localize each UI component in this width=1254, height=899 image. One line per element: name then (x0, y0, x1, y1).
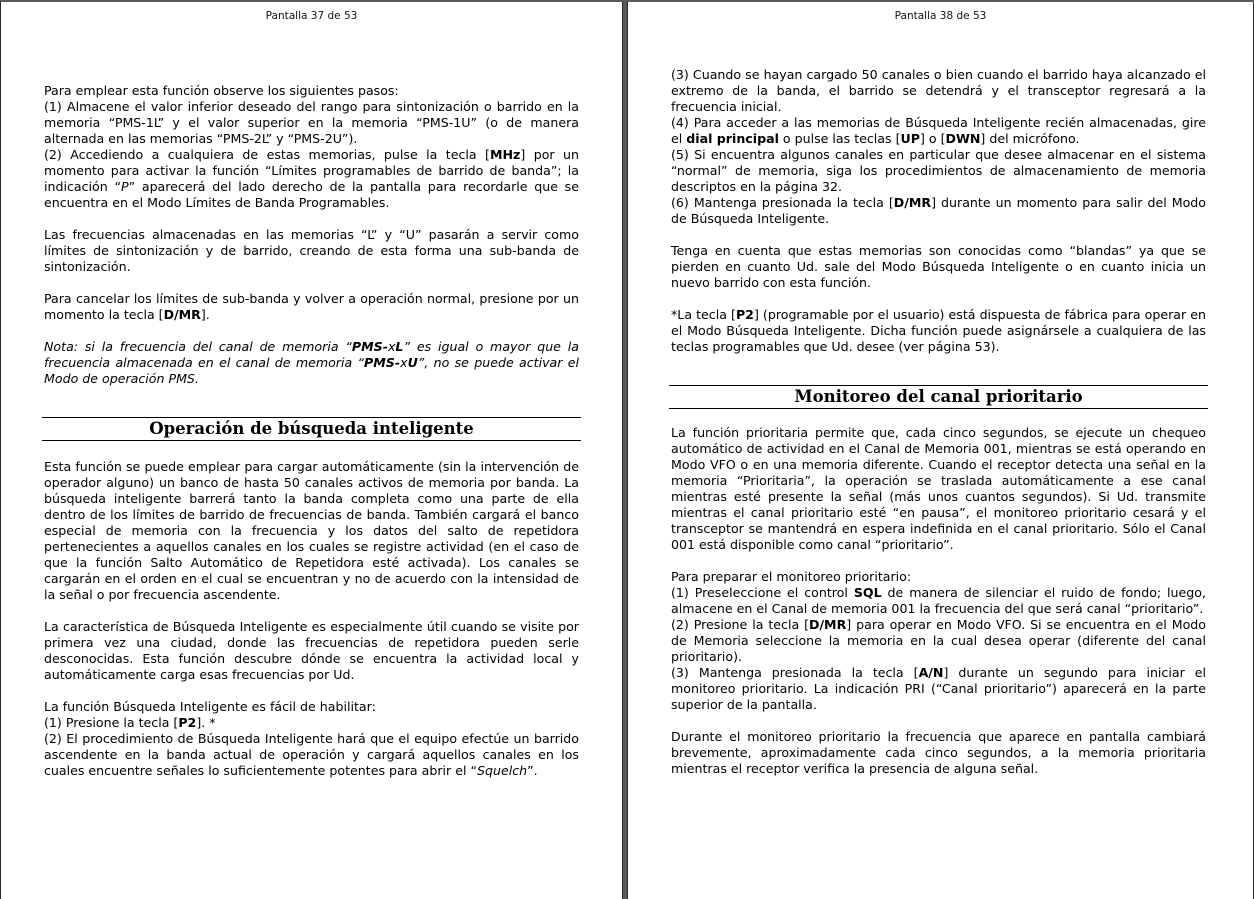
text-run: x (400, 355, 408, 370)
text-run: ] para operar en Modo VFO. Si se encuentra en el Modo de Memoria seleccione la memoria en la cual desea operar (diferente del canal prioritario). (671, 617, 1206, 664)
text-run: ]. * (196, 715, 216, 730)
soft-memory-paragraph: Tenga en cuenta que estas memorias son conocidas como “blandas” ya que se pierden en cuanto Ud. sale del Modo Búsqueda Inteligente o en cuanto inicia un nuevo barrido con esta función. (671, 243, 1206, 290)
indicator-p: P (120, 179, 129, 194)
text-run: ]. (200, 307, 210, 322)
pms-step-2 (44, 147, 579, 211)
text-run: (1) Presione la tecla [ (44, 715, 179, 730)
priority-paragraph-3: Durante el monitoreo prioritario la frecuencia que aparece en pantalla cambiará brevemente, aproximadamente cada cinco segundos, a la memoria prioritaria mientras el receptor verifica la presencia de alguna señal. (671, 729, 1206, 776)
key-mhz: MHz (489, 147, 521, 162)
text-run: ] por un momento para activar la función “Límites programables de barrido de banda”; la indicación “ (44, 147, 579, 194)
text-run: x (387, 339, 396, 354)
squelch-term: Squelch (477, 763, 528, 778)
note-key: L (395, 339, 404, 354)
smart-step-6 (671, 195, 1206, 227)
cancel-paragraph (44, 291, 579, 323)
text-run: (2) Accediendo a cualquiera de estas memorias, pulse la tecla [ (44, 147, 490, 162)
intro-paragraph: Para emplear esta función observe los siguientes pasos: (44, 83, 399, 98)
text-run: ] o [ (919, 131, 946, 146)
section-heading-box (669, 385, 1208, 409)
note-key: U (407, 355, 418, 370)
smart-step-4 (671, 115, 1206, 147)
section-heading-box (42, 417, 581, 441)
key-dmr: D/MR (163, 307, 201, 322)
text-run: (4) Para acceder a las memorias de Búsqueda Inteligente recién almacenadas, gire el (671, 115, 1206, 146)
text-run: ” aparecerá del lado derecho de la pantalla para recordarle que se encuentra en el Modo Límites de Banda Programables. (44, 179, 579, 210)
page-body (671, 67, 1206, 777)
page-header: Pantalla 37 de 53 (265, 10, 358, 22)
freq-paragraph: Las frecuencias almacenadas en las memorias “L” y “U” pasarán a servir como límites de sintonización y de barrido, creando de esta forma una sub-banda de sintonización. (44, 227, 579, 274)
page-header: Pantalla 38 de 53 (894, 10, 987, 22)
text-run: ”, no se puede activar el Modo de operación PMS. (44, 355, 579, 386)
smart-step-3: (3) Cuando se hayan cargado 50 canales o bien cuando el barrido haya alcanzado el extremo de la banda, el barrido se detendrá y el transceptor regresará a la frecuencia inicial. (671, 67, 1206, 114)
text-run: Nota: si la frecuencia del canal de memoria “ (44, 339, 352, 354)
smart-step-5: (5) Si encuentra algunos canales en particular que desee almacenar en el sistema “normal” de memoria, siga los procedimientos de almacenamiento de memoria descriptos en la página 32. (671, 147, 1206, 194)
priority-step-3 (671, 665, 1206, 713)
text-run: Para cancelar los límites de sub-banda y volver a operación normal, presione por un momento la tecla [ (44, 291, 579, 322)
key-dwn: DWN (945, 131, 981, 146)
p2-footnote (671, 307, 1206, 355)
text-run: *La tecla [ (671, 307, 736, 322)
dial-term: dial principal (686, 131, 779, 146)
note-key: PMS- (351, 339, 388, 354)
key-p2: P2 (735, 307, 754, 322)
control-sql: SQL (853, 585, 882, 600)
text-run: (1) Preseleccione el control (671, 585, 854, 600)
text-run: ] del micrófono. (980, 131, 1080, 146)
document-page-left (0, 2, 623, 899)
text-run: (2) Presione la tecla [ (671, 617, 809, 632)
key-up: UP (900, 131, 920, 146)
text-run: ] durante un segundo para iniciar el monitoreo prioritario. La indicación PRI (“Canal prioritario”) aparecerá en la parte superior de la pantalla. (671, 665, 1206, 712)
text-run: ” es igual o mayor que la frecuencia almacenada en el canal de memoria “ (44, 339, 579, 370)
text-run: ”. (527, 763, 538, 778)
priority-step-2 (671, 617, 1206, 665)
text-run: ] durante un momento para salir del Modo de Búsqueda Inteligente. (671, 195, 1207, 226)
section-title: Monitoreo del canal prioritario (794, 387, 1083, 406)
text-run: de manera de silenciar el ruido de fondo; luego, almacene en el Canal de memoria 001 la frecuencia del que será canal “prioritario”. (671, 585, 1206, 616)
text-run: ] (programable por el usuario) está dispuesta de fábrica para operar en el Modo Búsqueda Inteligente. Dicha función puede asignársele a cualquiera de las teclas programables que Ud. desee (ver página 53). (671, 307, 1207, 354)
note-key: PMS- (364, 355, 401, 370)
priority-step-1 (671, 585, 1206, 617)
key-dmr: D/MR (809, 617, 847, 632)
text-run: o pulse las teclas [ (778, 131, 901, 146)
priority-paragraph-2: Para preparar el monitoreo prioritario: (671, 569, 912, 584)
smart-paragraph-2: La característica de Búsqueda Inteligente es especialmente útil cuando se visite por primera vez una ciudad, donde las frecuencias de repetidora pueden serle desconocidas. Esta función descubre dónde se encuentra la actividad local y automáticamente carga esas frecuencias por Ud. (44, 619, 579, 682)
text-run: (2) El procedimiento de Búsqueda Inteligente hará que el equipo efectúe un barrido ascendente en la banda actual de operación y cargará aquellos canales en los cuales encuentre señales lo suficientemente potentes para abrir el “ (44, 731, 579, 778)
key-dmr: D/MR (893, 195, 932, 210)
smart-paragraph-1: Esta función se puede emplear para cargar automáticamente (sin la intervención de operador alguno) un banco de hasta 50 canales activos de memoria por banda. La búsqueda inteligente barrerá tanto la banda completa como una parte de ella dentro de los límites de barrido de frecuencias de banda. También cargará el banco especial de memoria con la frecuencia y los datos del salto de repetidora pertenecientes a aquellos canales en los cuales se registre actividad (en el caso de que la función Salto Automático de Repetidora esté activada). Los canales se cargarán en el orden en el cual se encuentran y no de acuerdo con la intensidad de la señal o por frecuencia ascendente. (44, 459, 579, 602)
smart-step-1 (44, 715, 579, 731)
key-an: A/N (918, 665, 944, 680)
page-body (44, 83, 579, 779)
key-p2: P2 (178, 715, 197, 730)
note-paragraph (44, 339, 579, 387)
pms-step-1: (1) Almacene el valor inferior deseado del rango para sintonización o barrido en la memoria “PMS-1L” y el valor superior en la memoria “PMS-1U” (o de manera alternada en las memorias “PMS-2L” y “PMS-2U”). (44, 99, 579, 146)
smart-step-2 (44, 731, 579, 779)
text-run: (6) Mantenga presionada la tecla [ (671, 195, 894, 210)
text-run: (3) Mantenga presionada la tecla [ (671, 665, 919, 680)
smart-paragraph-3: La función Búsqueda Inteligente es fácil de habilitar: (44, 699, 376, 714)
document-page-right (627, 2, 1254, 899)
priority-paragraph-1: La función prioritaria permite que, cada cinco segundos, se ejecute un chequeo automático de actividad en el Canal de Memoria 001, mientras se está operando en Modo VFO o en una memoria diferente. Cuando el receptor detecta una señal en la memoria “Prioritaria”, la operación se traslada automáticamente a ese canal mientras esté presente la señal (más unos cuantos segundos). Si Ud. transmite mientras el canal prioritario esté “en pausa”, el monitoreo prioritario cesará y el transceptor se mantendrá en espera indefinida en el canal prioritario. Sólo el Canal 001 está disponible como canal “prioritario”. (671, 425, 1206, 552)
section-title: Operación de búsqueda inteligente (149, 419, 474, 438)
